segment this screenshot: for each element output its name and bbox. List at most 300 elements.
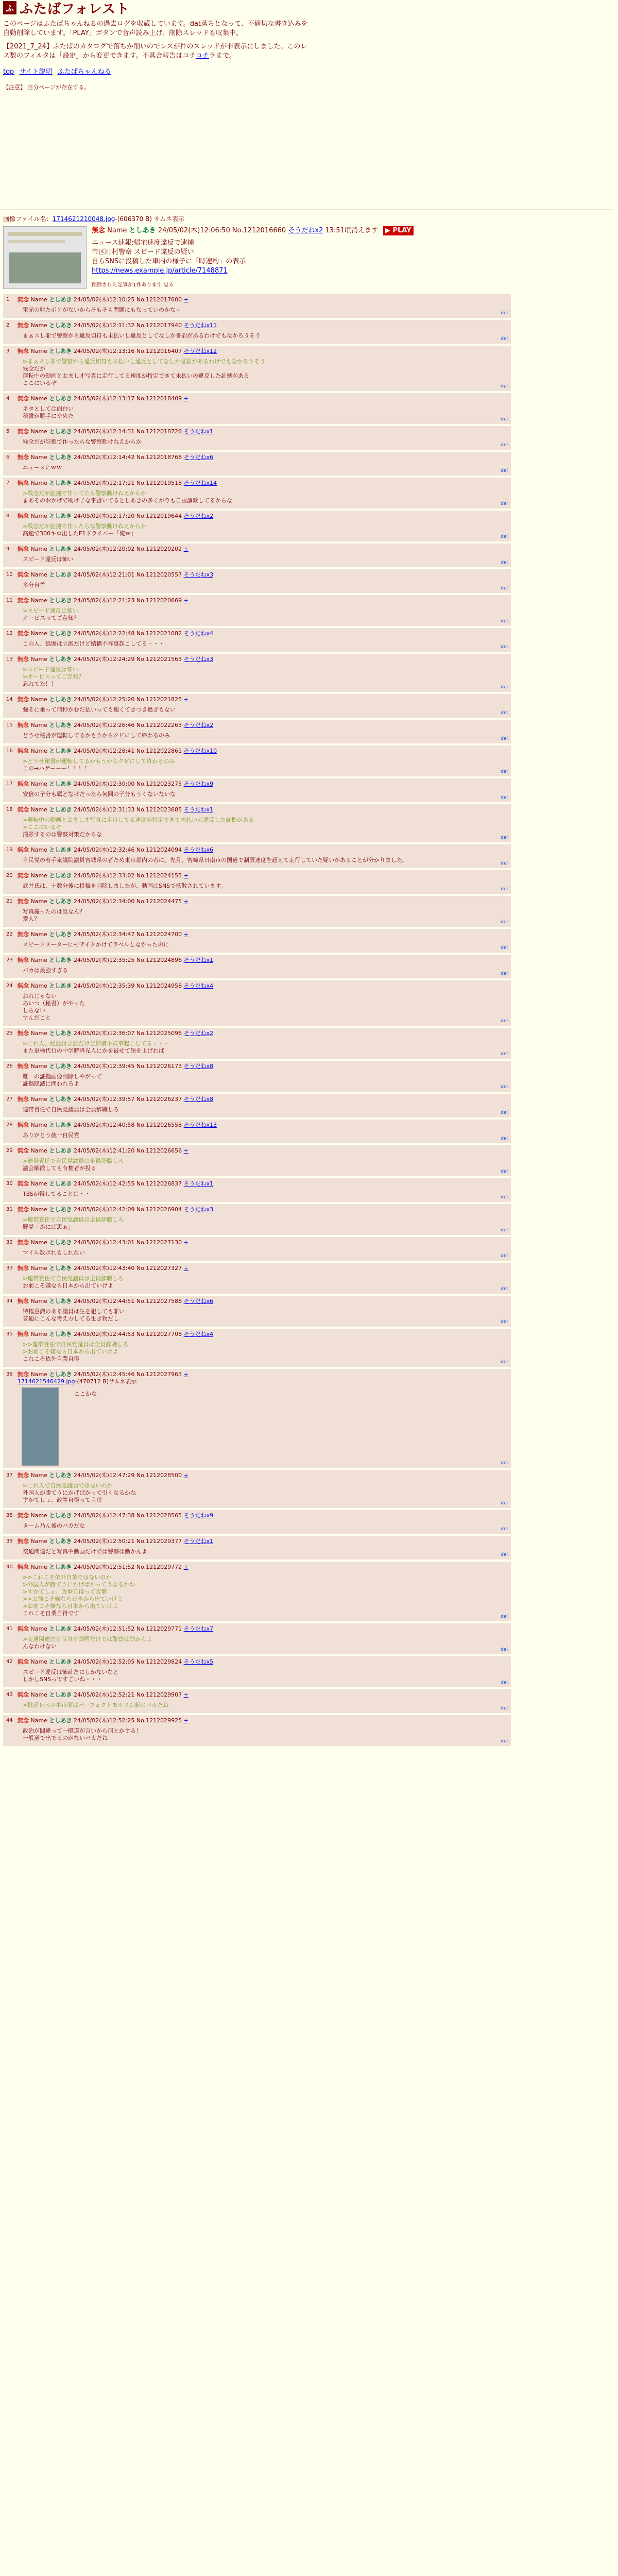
- reply-del-button[interactable]: del: [501, 1253, 508, 1259]
- site-logo[interactable]: [3, 1, 16, 14]
- reply-del-button[interactable]: del: [501, 1527, 508, 1532]
- reply-name-label: Name: [30, 597, 47, 604]
- reply-soudane-plus[interactable]: +: [183, 898, 188, 905]
- reply-post: [3, 1061, 511, 1092]
- reply-name: としあき: [49, 957, 72, 963]
- reply-soudane-plus[interactable]: +: [183, 395, 188, 402]
- reply-del-button[interactable]: del: [501, 560, 508, 565]
- reply-soudane[interactable]: そうだねx11: [183, 322, 217, 329]
- reply-name-label: Name: [30, 1717, 47, 1724]
- reply-body: [23, 1636, 507, 1650]
- reply-soudane[interactable]: そうだねx14: [183, 480, 217, 486]
- reply-name: としあき: [49, 722, 72, 728]
- reply-date: 24/05/02(木)12:52:21: [73, 1691, 135, 1698]
- reply-body: [23, 1702, 507, 1709]
- reply-line: 交通関連だと写真や動画だけでは警察は動かんよ: [23, 1548, 147, 1555]
- reply-post: [3, 844, 511, 868]
- reply-subject: 無念: [18, 1371, 29, 1378]
- reply-date: 24/05/02(木)12:44:53: [73, 1331, 135, 1337]
- reply-file-link[interactable]: 1714621546429.jpg: [18, 1378, 75, 1385]
- reply-soudane[interactable]: そうだねx8: [183, 1063, 214, 1070]
- reply-del-button[interactable]: del: [501, 795, 508, 800]
- reply-number: 35: [6, 1331, 13, 1337]
- reply-name: としあき: [49, 781, 72, 787]
- reply-meta: [18, 1717, 507, 1724]
- reply-soudane-plus[interactable]: +: [183, 296, 188, 303]
- reply-body: [23, 332, 507, 340]
- reply-date: 24/05/02(木)12:14:42: [73, 454, 135, 461]
- reply-del-button[interactable]: del: [501, 1136, 508, 1141]
- reply-name-label: Name: [30, 846, 47, 853]
- reply-post: [3, 1263, 511, 1294]
- reply-line: >外国人が勝てうにかげばかってうなるかね: [23, 1581, 135, 1588]
- reply-body: [23, 1341, 507, 1363]
- reply-meta: [18, 348, 507, 355]
- nav-link-site-info[interactable]: サイト説明: [19, 68, 53, 76]
- reply-line: 高速で300キロ出したF1ドライバー「俺ｗ」: [23, 530, 136, 537]
- reply-soudane-plus[interactable]: +: [183, 1147, 188, 1154]
- reply-date: 24/05/02(木)12:22:48: [73, 630, 135, 637]
- reply-del-button[interactable]: del: [501, 1228, 508, 1233]
- reply-del-button[interactable]: del: [501, 336, 508, 342]
- reply-number: 31: [6, 1207, 13, 1212]
- reply-del-button[interactable]: del: [501, 1110, 508, 1115]
- reply-post: [3, 1296, 511, 1327]
- reply-number: 22: [6, 931, 13, 937]
- reply-post: [3, 1028, 511, 1059]
- reply-subject: 無念: [18, 1658, 29, 1665]
- reply-no: No.1212023685: [136, 806, 182, 813]
- reply-line: んなわけない: [23, 1643, 57, 1650]
- reply-line: マイル数ポれもしれない: [23, 1249, 85, 1256]
- op-thumbnail[interactable]: [3, 226, 87, 289]
- reply-post: [3, 1536, 511, 1560]
- reply-meta: [18, 696, 507, 703]
- reply-soudane[interactable]: そうだねx6: [183, 454, 214, 461]
- reply-name: としあき: [49, 480, 72, 486]
- reply-number: 19: [6, 847, 13, 853]
- reply-soudane[interactable]: そうだねx13: [183, 1122, 217, 1128]
- intro-paragraph-1: このページはふたばちゃんねるの過去ログを収蔵しています。dat落ちとなって、不適切な書き込みを自動削除しています。「PLAY」ボタンで音声読み上げ。削除スレッドも収集中。: [3, 20, 308, 37]
- reply-del-button[interactable]: del: [501, 835, 508, 840]
- reply-body: [23, 1191, 507, 1198]
- reply-number: 24: [6, 983, 13, 989]
- reply-date: 24/05/02(木)12:50:21: [73, 1538, 135, 1545]
- reply-body: [23, 523, 507, 537]
- reply-no: No.1212026173: [136, 1063, 182, 1070]
- reply-del-button[interactable]: del: [501, 443, 508, 448]
- reply-soudane[interactable]: そうだねx9: [183, 781, 214, 787]
- reply-no: No.1212018726: [136, 428, 182, 435]
- reply-body: [23, 1040, 507, 1055]
- reply-date: 24/05/02(木)12:39:57: [73, 1096, 135, 1103]
- reply-number: 23: [6, 957, 13, 963]
- reply-name: としあき: [49, 1030, 72, 1037]
- reply-soudane[interactable]: そうだねx12: [183, 348, 217, 354]
- reply-soudane-plus[interactable]: +: [183, 1691, 188, 1698]
- reply-line: スピードメーターにモザイクかけてラベルしなかったのに: [23, 941, 169, 948]
- reply-name: としあき: [49, 982, 72, 989]
- reply-soudane-plus[interactable]: +: [183, 1472, 188, 1479]
- reply-line: >>これこそ依外自業ではないのか: [23, 1574, 112, 1581]
- reply-name-label: Name: [30, 1472, 47, 1479]
- reply-line: >お前こそ嫌なら日本から出ていけよ: [23, 1603, 118, 1609]
- reply-line: また車検代行の中学時降光人にかを被せて領を上げれば: [23, 1047, 164, 1054]
- reply-name-label: Name: [30, 982, 47, 989]
- reply-line: バカは最強すぎる: [23, 967, 68, 974]
- reply-line: >これ人で自民党議員ではないのか: [23, 1482, 113, 1489]
- reply-line: >スピード違反は怖い: [23, 607, 78, 614]
- reply-number: 30: [6, 1181, 13, 1187]
- reply-meta: [18, 781, 507, 788]
- reply-subject: 無念: [18, 395, 29, 402]
- reply-meta: [18, 1564, 507, 1571]
- reply-line: しらない: [23, 1007, 45, 1014]
- reply-soudane-plus[interactable]: +: [183, 597, 188, 604]
- reply-line: 普通にこんな考え方してる生き物だし: [23, 1315, 119, 1322]
- reply-del-button[interactable]: del: [501, 887, 508, 892]
- reply-no: No.1212027708: [136, 1331, 182, 1337]
- reply-no: No.1212022263: [136, 722, 182, 728]
- reply-body: [23, 941, 507, 948]
- reply-subject: 無念: [18, 1122, 29, 1128]
- reply-body: [23, 1249, 507, 1257]
- reply-soudane-plus[interactable]: +: [183, 696, 188, 703]
- reply-meta: [18, 480, 507, 487]
- reply-soudane[interactable]: そうだねx1: [183, 806, 214, 813]
- reply-date: 24/05/02(木)12:47:29: [73, 1472, 135, 1479]
- reply-date: 24/05/02(木)12:42:09: [73, 1206, 135, 1213]
- reply-del-button[interactable]: del: [501, 384, 508, 389]
- reply-del-button[interactable]: del: [501, 1501, 508, 1506]
- reply-name: としあき: [49, 898, 72, 905]
- reply-number: 25: [6, 1030, 13, 1036]
- reply-body: [23, 857, 507, 864]
- reply-name-label: Name: [30, 1147, 47, 1154]
- reply-del-button[interactable]: del: [501, 769, 508, 774]
- reply-soudane[interactable]: そうだねx1: [183, 957, 214, 963]
- reply-del-button[interactable]: del: [501, 1739, 508, 1744]
- reply-del-button[interactable]: del: [501, 1319, 508, 1325]
- reply-no: No.1212021825: [136, 696, 182, 703]
- reply-subject: 無念: [18, 428, 29, 435]
- reply-name-label: Name: [30, 1239, 47, 1246]
- reply-body: [23, 967, 507, 974]
- reply-number: 34: [6, 1298, 13, 1304]
- reply-body: [23, 1522, 507, 1530]
- reply-del-button[interactable]: del: [501, 534, 508, 539]
- ad-space: [0, 93, 618, 207]
- reply-line: ターム乃ん後のバカだな: [23, 1522, 85, 1529]
- reply-name: としあき: [49, 1658, 72, 1665]
- notice-text: 【注意】 自分ページが存在する。: [3, 84, 90, 91]
- reply-body: [23, 758, 507, 772]
- reply-del-button[interactable]: del: [501, 1680, 508, 1685]
- reply-post: [3, 1204, 511, 1235]
- reply-no: No.1212029907: [136, 1691, 182, 1698]
- reply-line: 一般道で出でるのがないバカだね: [23, 1735, 108, 1741]
- nav-link-futaba[interactable]: ふたばちゃんねる: [57, 68, 111, 76]
- reply-date: 24/05/02(木)12:21:01: [73, 571, 135, 578]
- reply-soudane-plus[interactable]: +: [183, 1265, 188, 1272]
- reply-line: 武井氏は、十数分後に投稿を削除しましたが、動画はSNSで拡散されています。: [23, 883, 227, 889]
- reply-del-button[interactable]: del: [501, 1052, 508, 1057]
- reply-line: 残念だが: [23, 365, 45, 372]
- reply-line: 自民党の若手衆議院議員宮城県の者ため東京都内の者に、先月、宮崎県日南市の国道で制限速度を超えて走行していた疑いがあることが分かりました。: [23, 857, 408, 863]
- op-soudane[interactable]: そうだねx2: [288, 227, 323, 234]
- reply-date: 24/05/02(木)12:35:39: [73, 982, 135, 989]
- reply-soudane[interactable]: そうだねx9: [183, 1512, 214, 1519]
- reply-name: としあき: [49, 1122, 72, 1128]
- reply-line: どうせ秘書が運転してるかもうからクビにして終わるのみ: [23, 732, 170, 739]
- reply-no: No.1212018768: [136, 454, 182, 461]
- reply-number: 42: [6, 1659, 13, 1665]
- reply-line: 強そに乗って何秒かむだ払いっても速くてきつき過ぎもない: [23, 706, 176, 713]
- reply-body: [23, 1073, 507, 1088]
- reply-post: [3, 1656, 511, 1687]
- reply-del-button[interactable]: del: [501, 1286, 508, 1292]
- reply-post: [3, 1237, 511, 1261]
- reply-del-button[interactable]: del: [501, 1614, 508, 1619]
- nav-link-top[interactable]: top: [3, 68, 14, 76]
- reply-date: 24/05/02(木)12:32:46: [73, 846, 135, 853]
- reply-name: としあき: [49, 571, 72, 578]
- reply-subject: 無念: [18, 1538, 29, 1545]
- reply-del-button[interactable]: del: [501, 1706, 508, 1711]
- reply-del-button[interactable]: del: [501, 417, 508, 422]
- op-file-label: 画像ファイル名：: [3, 215, 53, 223]
- reply-del-button[interactable]: del: [501, 645, 508, 650]
- reply-no: No.1212020557: [136, 571, 182, 578]
- reply-meta: [18, 1239, 507, 1246]
- op-name: としあき: [129, 227, 156, 234]
- reply-meta: [18, 1472, 507, 1479]
- reply-no: No.1212016407: [136, 348, 182, 354]
- reply-date: 24/05/02(木)12:24:29: [73, 656, 135, 663]
- reply-del-button[interactable]: del: [501, 945, 508, 951]
- reply-number: 36: [6, 1371, 13, 1377]
- reply-soudane[interactable]: そうだねx7: [183, 1625, 214, 1632]
- reply-post: [3, 1178, 511, 1202]
- reply-name-label: Name: [30, 513, 47, 519]
- op-deleted-note[interactable]: 削除された記事が1件あります 見る: [92, 282, 174, 288]
- reply-number: 39: [6, 1538, 13, 1544]
- reply-soudane[interactable]: そうだねx1: [183, 1180, 214, 1187]
- reply-name: としあき: [49, 348, 72, 354]
- reply-date: 24/05/02(木)12:21:23: [73, 597, 135, 604]
- reply-line: ここにいるぞ: [23, 380, 57, 386]
- reply-number: 18: [6, 807, 13, 812]
- reply-post: [3, 478, 511, 509]
- intro-report-link[interactable]: コチ: [195, 52, 209, 60]
- reply-meta: [18, 1265, 507, 1272]
- reply-date: 24/05/02(木)12:11:32: [73, 322, 135, 329]
- reply-del-button[interactable]: del: [501, 710, 508, 716]
- reply-date: 24/05/02(木)12:13:17: [73, 395, 135, 402]
- reply-soudane[interactable]: そうだねx6: [183, 1298, 214, 1304]
- reply-post: [3, 870, 511, 894]
- reply-del-button[interactable]: del: [501, 1195, 508, 1200]
- reply-line: あいつ（秘書）がやった: [23, 1000, 85, 1007]
- reply-no: No.1212024700: [136, 931, 182, 938]
- site-header: [0, 0, 618, 15]
- reply-no: No.1212021082: [136, 630, 182, 637]
- reply-line: 議会解散しても有権者が投る: [23, 1165, 96, 1172]
- reply-soudane[interactable]: そうだねx2: [183, 1030, 214, 1037]
- reply-soudane[interactable]: そうだねx10: [183, 748, 217, 754]
- reply-no: No.1212024958: [136, 982, 182, 989]
- reply-meta: [18, 1147, 507, 1155]
- reply-number: 8: [6, 513, 10, 519]
- reply-del-button[interactable]: del: [501, 971, 508, 976]
- reply-subject: 無念: [18, 1063, 29, 1070]
- reply-thumbnail[interactable]: [22, 1387, 59, 1466]
- reply-del-button[interactable]: del: [501, 1360, 508, 1365]
- reply-body: [23, 817, 507, 838]
- reply-name-label: Name: [30, 806, 47, 813]
- reply-date: 24/05/02(木)12:43:01: [73, 1239, 135, 1246]
- reply-date: 24/05/02(木)12:17:20: [73, 513, 135, 519]
- reply-del-button[interactable]: del: [501, 311, 508, 316]
- reply-subject: 無念: [18, 1717, 29, 1724]
- reply-subject: 無念: [18, 656, 29, 663]
- reply-del-button[interactable]: del: [501, 1169, 508, 1174]
- play-button[interactable]: ▶ PLAY: [383, 226, 414, 235]
- reply-date: 24/05/02(木)12:39:45: [73, 1063, 135, 1070]
- reply-post: [3, 294, 511, 318]
- nav-links: [0, 61, 618, 81]
- reply-number: 6: [6, 454, 10, 460]
- reply-number: 38: [6, 1513, 13, 1518]
- reply-post: [3, 511, 511, 541]
- reply-soudane-plus[interactable]: +: [183, 872, 188, 879]
- reply-body: [23, 1574, 507, 1617]
- reply-soudane-plus[interactable]: +: [183, 1371, 188, 1378]
- reply-meta: [18, 1122, 507, 1129]
- reply-soudane[interactable]: そうだねx4: [183, 630, 214, 637]
- reply-line: これこそ自業自得です: [23, 1610, 79, 1617]
- reply-del-button[interactable]: del: [501, 586, 508, 591]
- reply-body: [23, 666, 507, 688]
- reply-soudane[interactable]: そうだねx2: [183, 722, 214, 728]
- reply-body: [23, 791, 507, 798]
- reply-line: >批評レベル半市面はパーフェクトモルマム新のバカだね: [23, 1702, 169, 1708]
- reply-subject: 無念: [18, 872, 29, 879]
- reply-date: 24/05/02(木)12:10:25: [73, 296, 135, 303]
- reply-body: [23, 307, 507, 314]
- reply-number: 33: [6, 1265, 13, 1271]
- reply-soudane[interactable]: そうだねx3: [183, 571, 214, 578]
- reply-line: スピード違反は怖い: [23, 556, 74, 563]
- reply-name: としあき: [49, 1538, 72, 1545]
- reply-del-button[interactable]: del: [501, 736, 508, 741]
- reply-del-button[interactable]: del: [501, 468, 508, 473]
- reply-name-label: Name: [30, 957, 47, 963]
- reply-soudane-plus[interactable]: +: [183, 546, 188, 552]
- reply-name: としあき: [49, 872, 72, 879]
- reply-name: としあき: [49, 1147, 72, 1154]
- reply-no: No.1212026904: [136, 1206, 182, 1213]
- reply-del-button[interactable]: del: [501, 619, 508, 624]
- reply-date: 24/05/02(木)12:42:55: [73, 1180, 135, 1187]
- reply-name: としあき: [49, 428, 72, 435]
- reply-del-button[interactable]: del: [501, 1461, 508, 1466]
- reply-post: [3, 544, 511, 567]
- reply-line: >お前こそ嫌なら日本から出ていけよ: [23, 1348, 118, 1355]
- reply-soudane[interactable]: そうだねx1: [183, 428, 214, 435]
- reply-del-button[interactable]: del: [501, 1552, 508, 1557]
- reply-soudane-plus[interactable]: +: [183, 1239, 188, 1246]
- reply-name-label: Name: [30, 296, 47, 303]
- reply-line: 政治が間違って一般道が言いから何とかする！: [23, 1727, 142, 1734]
- reply-del-button[interactable]: del: [501, 920, 508, 925]
- reply-name-label: Name: [30, 1180, 47, 1187]
- reply-post: [3, 654, 511, 692]
- reply-soudane[interactable]: そうだねx6: [183, 846, 214, 853]
- reply-soudane[interactable]: そうだねx5: [183, 1658, 214, 1665]
- reply-subject: 無念: [18, 513, 29, 519]
- reply-soudane-plus[interactable]: +: [183, 1717, 188, 1724]
- reply-subject: 無念: [18, 480, 29, 486]
- reply-meta: [18, 957, 507, 964]
- reply-subject: 無念: [18, 1030, 29, 1037]
- reply-subject: 無念: [18, 931, 29, 938]
- reply-no: No.1212021563: [136, 656, 182, 663]
- reply-name: としあき: [49, 296, 72, 303]
- reply-name: としあき: [49, 1239, 72, 1246]
- reply-del-button[interactable]: del: [501, 685, 508, 690]
- op-file-line: [0, 213, 618, 224]
- reply-post: [3, 320, 511, 344]
- reply-soudane-plus[interactable]: +: [183, 1564, 188, 1570]
- reply-del-button[interactable]: del: [501, 1084, 508, 1090]
- reply-meta: [18, 1512, 507, 1519]
- reply-name: としあき: [49, 696, 72, 703]
- reply-number: 40: [6, 1564, 13, 1570]
- reply-del-button[interactable]: del: [501, 1647, 508, 1652]
- reply-name-label: Name: [30, 1331, 47, 1337]
- reply-line: オービスってご存知？: [23, 615, 80, 621]
- reply-soudane[interactable]: そうだねx4: [183, 982, 214, 989]
- reply-no: No.1212024094: [136, 846, 182, 853]
- reply-line: TBSが得してることは・・: [23, 1191, 91, 1197]
- reply-soudane[interactable]: そうだねx3: [183, 1206, 214, 1213]
- op-file-link[interactable]: 1714621210048.jpg: [52, 215, 115, 223]
- site-title: ふたばフォレスト: [20, 1, 130, 17]
- reply-soudane[interactable]: そうだねx2: [183, 513, 214, 519]
- reply-line: お前こそ嫌なら日本から出ていけよ: [23, 1282, 113, 1289]
- op-article-link[interactable]: https://news.example.jp/article/7148871: [92, 267, 228, 275]
- reply-no: No.1212029771: [136, 1625, 182, 1632]
- reply-del-button[interactable]: del: [501, 1019, 508, 1024]
- reply-line: >これ人、経歴は立派だけど結構不祥事起こしてる・・・: [23, 1040, 169, 1047]
- reply-soudane[interactable]: そうだねx8: [183, 1096, 214, 1103]
- reply-date: 24/05/02(木)12:20:02: [73, 546, 135, 552]
- reply-no: No.1212019644: [136, 513, 182, 519]
- reply-number: 21: [6, 899, 13, 904]
- reply-del-button[interactable]: del: [501, 501, 508, 506]
- reply-soudane[interactable]: そうだねx1: [183, 1538, 214, 1545]
- reply-soudane[interactable]: そうだねx3: [183, 656, 214, 663]
- reply-del-button[interactable]: del: [501, 861, 508, 866]
- reply-post: [3, 1120, 511, 1143]
- reply-soudane-plus[interactable]: +: [183, 931, 188, 938]
- reply-no: No.1212027327: [136, 1265, 182, 1272]
- reply-number: 15: [6, 722, 13, 728]
- reply-soudane[interactable]: そうだねx4: [183, 1331, 214, 1337]
- reply-body: [23, 640, 507, 648]
- reply-no: No.1212017940: [136, 322, 182, 329]
